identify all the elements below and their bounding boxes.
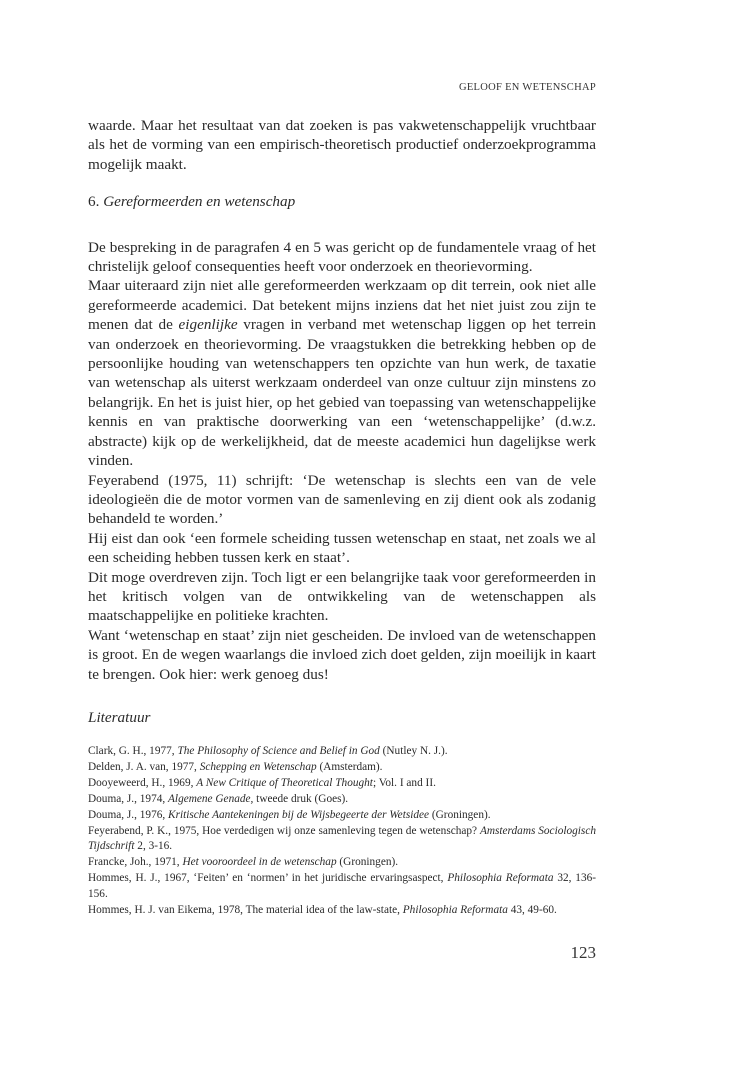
reference-title: The Philosophy of Science and Belief in God	[177, 745, 380, 757]
page-number: 123	[570, 943, 596, 962]
reference-text: Hommes, H. J., 1967, ‘Feiten’ en ‘normen’ in het juridische ervaringsaspect,	[88, 872, 448, 885]
reference-text: 2, 3-16.	[134, 840, 173, 853]
reference-item	[88, 760, 596, 775]
reference-text: ; Vol. I and II.	[372, 777, 436, 789]
paragraph-5: Dit moge overdreven zijn. Toch ligt er een belangrijke taak voor gereformeerden in het kritisch volgen van de ontwikkeling van de wetenschappen als maatschappelijke en politieke krachten.	[88, 568, 596, 625]
reference-text: Feyerabend, P. K., 1975, Hoe verdedigen wij onze samenleving tegen de wetenschap?	[88, 825, 480, 837]
paragraph-1: De bespreking in de paragrafen 4 en 5 was gericht op de fundamentele vraag of het christelijk geloof consequenties heeft voor onderzoek en theorievorming.	[88, 238, 596, 276]
reference-item	[88, 903, 596, 918]
reference-text: Clark, G. H., 1977,	[88, 745, 178, 757]
section-title: Gereformeerden en wetenschap	[103, 193, 296, 211]
paragraph-6: Want ‘wetenschap en staat’ zijn niet gescheiden. De invloed van de wetenschappen is groot. En de wegen waarlangs die invloed zich doet gelden, zijn moeilijk in kaart te brengen. Ook hier: werk genoeg dus!	[88, 626, 596, 683]
reference-title: Philosophia Reformata	[447, 872, 554, 885]
reference-text: (Nutley N. J.).	[379, 745, 448, 757]
reference-title: Philosophia Reformata	[402, 903, 508, 916]
reference-text: (Groningen).	[336, 856, 399, 869]
reference-item	[88, 871, 596, 902]
reference-item	[88, 808, 596, 823]
reference-title: A New Critique of Theoretical Thought	[196, 777, 373, 789]
reference-item	[88, 792, 596, 807]
running-head: GELOOF EN WETENSCHAP	[458, 82, 596, 93]
section-number: 6.	[88, 193, 100, 211]
reference-title: Kritische Aantekeningen bij de Wijsbegeerte der Wetsidee	[168, 809, 430, 821]
paragraph-2-part-1: Maar uiteraard zijn niet alle gereformeerden werkzaam op dit terrein, ook niet alle gereformeerde academici. Dat betekent mijns inziens dat het niet juist zou zijn te menen dat de	[88, 277, 596, 334]
paragraph-3: Feyerabend (1975, 11) schrijft: ‘De wetenschap is slechts een van de vele ideologieën die de motor vormen van de samenleving en zij dient ook als zodanig behandeld te worden.’	[88, 471, 596, 528]
reference-text: Hommes, H. J. van Eikema, 1978, The material idea of the law-state,	[88, 903, 403, 916]
reference-item	[88, 744, 596, 759]
paragraph-2	[88, 276, 596, 470]
reference-title: Amsterdams Sociologisch Tijdschrift	[88, 825, 596, 853]
reference-text: Dooyeweerd, H., 1969,	[88, 777, 197, 789]
section-heading	[88, 192, 596, 211]
continuation-paragraph: waarde. Maar het resultaat van dat zoeken is pas vakwetenschappelijk vruchtbaar als het de vorming van een empirisch-theoretisch productief onderzoekprogramma mogelijk maakt.	[88, 117, 596, 173]
paragraph-2-emphasis: eigenlijke	[178, 316, 238, 334]
reference-item	[88, 824, 596, 855]
reference-text: Francke, Joh., 1971,	[88, 856, 183, 869]
reference-list	[88, 744, 596, 919]
paragraph-4: Hij eist dan ook ‘een formele scheiding tussen wetenschap en staat, net zoals we al een scheiding hebben tussen kerk en staat’.	[88, 529, 596, 567]
literature-heading: Literatuur	[88, 709, 151, 726]
reference-text: tweede druk (Goes).	[253, 793, 349, 805]
reference-item	[88, 776, 596, 791]
body-text	[88, 116, 596, 684]
reference-title: Het vooroordeel in de wetenschap	[182, 856, 337, 869]
reference-text: (Groningen).	[429, 809, 491, 821]
reference-text: Douma, J., 1976,	[88, 809, 169, 821]
reference-text: (Amsterdam).	[316, 761, 383, 773]
reference-text: Delden, J. A. van, 1977,	[88, 761, 200, 773]
reference-title: Algemene Genade,	[168, 793, 254, 805]
reference-text: 43, 49-60.	[507, 903, 557, 916]
reference-text: 32, 136-156.	[88, 872, 596, 900]
paragraph-2-part-2: vragen in verband met wetenschap liggen op het terrein van onderzoek en theorievorming. De vraagstukken die betrekking hebben op de persoonlijke houding van wetenschappers ten opzichte van hun werk, de taxatie van wetenschap als uiterst werkzaam onderdeel van onze cultuur zijn minstens zo belangrijk. En het is juist hier, op het gebied van toepassing van wetenschappelijke kennis en van praktische doorwerking van een ‘wetenschappelijke’ (d.w.z. abstracte) kijk op de werkelijkheid, dat de meeste academici hun dagelijkse werk vinden.	[88, 316, 597, 470]
reference-text: Douma, J., 1974,	[88, 793, 169, 805]
reference-title: Schepping en Wetenschap	[199, 761, 317, 773]
reference-item	[88, 855, 596, 870]
